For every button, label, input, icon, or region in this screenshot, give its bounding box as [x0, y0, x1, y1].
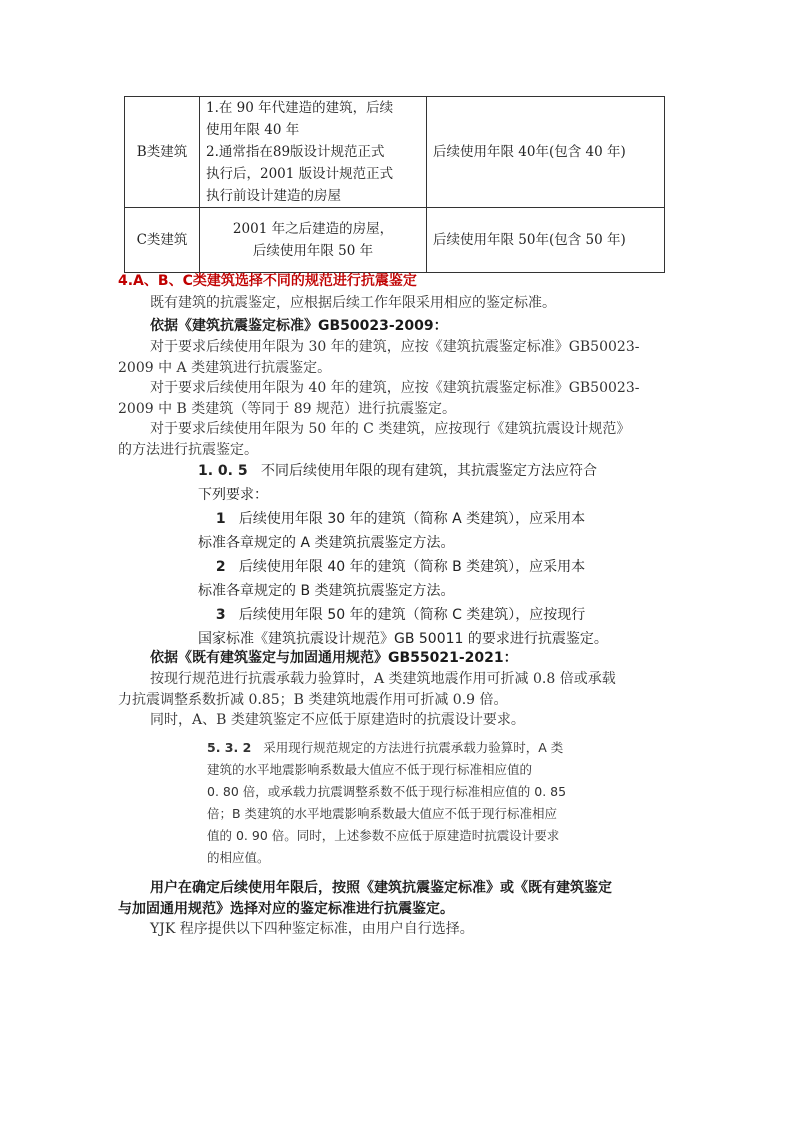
section-heading: 4.A、B、C类建筑选择不同的规范进行抗震鉴定 — [118, 273, 417, 289]
quote-line — [207, 737, 566, 759]
quote-line — [198, 459, 608, 483]
table-row — [125, 97, 665, 208]
quote-text: 后续使用年限 50 年的建筑（简称 C 类建筑），应按现行 — [238, 607, 586, 623]
basis-heading-gb55021: 依据《既有建筑鉴定与加固通用规范》GB55021-2021： — [150, 650, 518, 666]
desc-line: 后续使用年限 50 年 — [252, 243, 374, 259]
intro-paragraph: 既有建筑的抗震鉴定，应根据后续工作年限采用相应的鉴定标准。 — [150, 295, 556, 311]
quote-line: 标准各章规定的 B 类建筑抗震鉴定方法。 — [198, 583, 455, 599]
desc-line: 执行前设计建造的房屋 — [206, 188, 341, 204]
desc-line: 使用年限 40 年 — [206, 122, 300, 138]
desc-line: 2.通常指在89版设计规范正式 — [206, 144, 385, 160]
table-row — [125, 208, 665, 273]
desc-line: 2001 年之后建造的房屋， — [232, 221, 394, 237]
quote-line: 建筑的水平地震影响系数最大值应不低于现行标准相应值的 — [207, 762, 533, 777]
quote-line: 的相应值。 — [207, 850, 270, 865]
quote-line: 倍；B 类建筑的水平地震影响系数最大值应不低于现行标准相应 — [207, 806, 558, 821]
quote-line: 0. 80 倍，或承载力抗震调整系数不低于现行标准相应值的 0. 85 — [207, 784, 567, 799]
paragraph-line: 按现行规范进行抗震承载力验算时，A 类建筑地震作用可折减 0.8 倍或承载 — [150, 671, 616, 687]
quote-line: 值的 0. 90 倍。同时，上述参数不应低于原建造时抗震设计要求 — [207, 828, 560, 843]
quote-text: 后续使用年限 30 年的建筑（简称 A 类建筑），应采用本 — [238, 511, 586, 527]
quote-clause-1-0-5 — [198, 459, 608, 651]
closing-paragraph: YJK 程序提供以下四种鉴定标准，由用户自行选择。 — [150, 921, 474, 937]
building-class-table — [124, 96, 665, 273]
paragraph-line: 的方法进行抗震鉴定。 — [118, 442, 258, 458]
clause-number: 5. 3. 2 — [207, 740, 252, 755]
table-cell-description — [200, 208, 427, 273]
paragraph-line: 2009 中 B 类建筑（等同于 89 规范）进行抗震鉴定。 — [118, 401, 456, 417]
closing-bold-line: 用户在确定后续使用年限后，按照《建筑抗震鉴定标准》或《既有建筑鉴定 — [150, 880, 612, 896]
paragraph-line: 对于要求后续使用年限为 30 年的建筑，应按《建筑抗震鉴定标准》GB50023- — [150, 339, 640, 355]
quote-text: 后续使用年限 40 年的建筑（简称 B 类建筑），应采用本 — [238, 559, 586, 575]
quote-line: 国家标准《建筑抗震设计规范》GB 50011 的要求进行抗震鉴定。 — [198, 631, 608, 647]
clause-number: 1. 0. 5 — [198, 463, 248, 479]
desc-line: 1.在 90 年代建造的建筑，后续 — [206, 100, 394, 116]
paragraph-line: 同时，A、B 类建筑鉴定不应低于原建造时的抗震设计要求。 — [150, 712, 525, 728]
table-cell-service-life: 后续使用年限 50年(包含 50 年) — [427, 208, 665, 273]
table-cell-description — [200, 97, 427, 208]
item-number: 1 — [215, 511, 226, 527]
item-number: 2 — [215, 559, 226, 575]
table-cell-category: B类建筑 — [125, 97, 200, 208]
quote-line: 标准各章规定的 A 类建筑抗震鉴定方法。 — [198, 535, 455, 551]
quote-line — [198, 603, 608, 627]
table-cell-service-life: 后续使用年限 40年(包含 40 年) — [427, 97, 665, 208]
quote-line — [198, 555, 608, 579]
table-cell-category: C类建筑 — [125, 208, 200, 273]
quote-text: 不同后续使用年限的现有建筑，其抗震鉴定方法应符合 — [260, 463, 597, 479]
quote-text: 采用现行规范规定的方法进行抗震承载力验算时，A 类 — [263, 740, 564, 755]
paragraph-line: 力抗震调整系数折减 0.85；B 类建筑地震作用可折减 0.9 倍。 — [118, 692, 508, 708]
item-number: 3 — [215, 607, 226, 623]
quote-clause-5-3-2 — [207, 737, 566, 869]
basis-heading-gb50023: 依据《建筑抗震鉴定标准》GB50023-2009： — [150, 318, 448, 334]
desc-line: 执行后，2001 版设计规范正式 — [206, 166, 394, 182]
quote-line: 下列要求： — [198, 487, 268, 503]
paragraph-line: 对于要求后续使用年限为 50 年的 C 类建筑，应按现行《建筑抗震设计规范》 — [150, 421, 631, 437]
paragraph-line: 2009 中 A 类建筑进行抗震鉴定。 — [118, 360, 332, 376]
paragraph-line: 对于要求后续使用年限为 40 年的建筑，应按《建筑抗震鉴定标准》GB50023- — [150, 380, 640, 396]
quote-line — [198, 507, 608, 531]
closing-bold-line: 与加固通用规范》选择对应的鉴定标准进行抗震鉴定。 — [118, 901, 454, 917]
